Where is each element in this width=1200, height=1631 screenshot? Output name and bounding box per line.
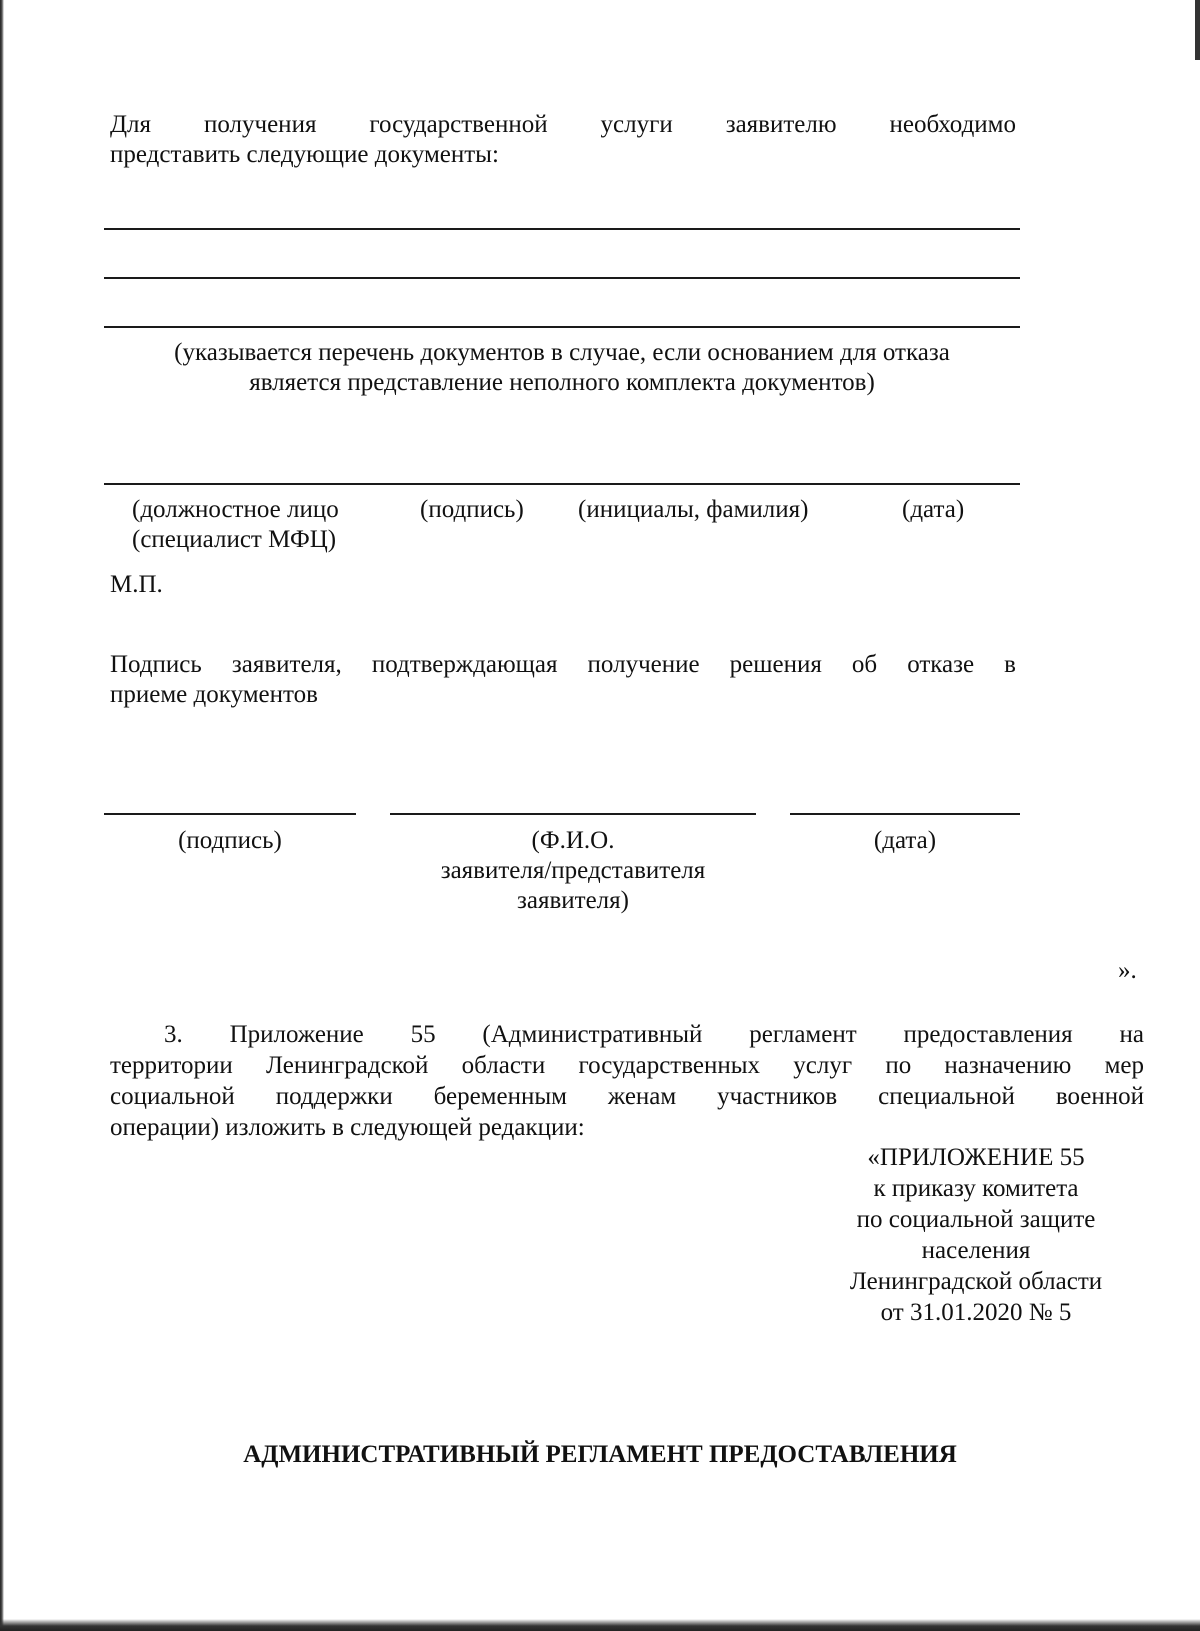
documents-blank-line-3 [104, 326, 1020, 328]
appendix-header-line-5: Ленинградской области [849, 1268, 1103, 1295]
appendix-header-line-3: по социальной защите [856, 1206, 1096, 1233]
documents-blank-line-1 [104, 228, 1020, 230]
scan-left-edge [0, 0, 4, 1631]
documents-blank-line-2 [104, 277, 1020, 279]
documents-note-line-1: (указывается перечень документов в случае, если основанием для отказа [174, 339, 950, 366]
appendix-header-line-1: «ПРИЛОЖЕНИЕ 55 [867, 1144, 1085, 1171]
applicant-signature-label: (подпись) [178, 827, 282, 854]
applicant-fio-line [390, 813, 756, 815]
official-date-label: (дата) [902, 496, 965, 523]
intro-line-1: Для получения государственной услуги заявителю необходимо [110, 111, 1016, 138]
scan-top-right-mark [1195, 0, 1200, 60]
appendix-header-line-2: к приказу комитета [873, 1175, 1079, 1202]
item3-line-4: операции) изложить в следующей редакции: [110, 1114, 585, 1141]
appendix-header-line-4: населения [921, 1237, 1031, 1264]
applicant-sign-line-2: приеме документов [110, 681, 318, 708]
official-label: (должностное лицо [132, 496, 339, 523]
applicant-fio-label-2: заявителя/представителя [440, 857, 706, 884]
item3-line-3: социальной поддержки беременным женам участников специальной военной [110, 1083, 1144, 1110]
applicant-fio-label-1: (Ф.И.О. [531, 827, 615, 854]
applicant-date-label: (дата) [873, 827, 937, 854]
document-title: АДМИНИСТРАТИВНЫЙ РЕГЛАМЕНТ ПРЕДОСТАВЛЕНИЯ [243, 1441, 957, 1468]
item3-line-2: территории Ленинградской области государственных услуг по назначению мер [110, 1052, 1144, 1079]
applicant-sign-line-1: Подпись заявителя, подтверждающая получение решения об отказе в [110, 651, 1016, 678]
official-initials-label: (инициалы, фамилия) [578, 496, 809, 523]
documents-note-line-2: является представление неполного комплекта документов) [249, 369, 875, 396]
official-label-2: (специалист МФЦ) [132, 526, 337, 553]
scan-bottom-edge [0, 1619, 1200, 1631]
applicant-signature-line [104, 813, 356, 815]
closing-quote: ». [1118, 957, 1137, 984]
applicant-fio-label-3: заявителя) [517, 887, 629, 914]
appendix-header-line-6: от 31.01.2020 № 5 [880, 1299, 1072, 1326]
stamp-label: М.П. [110, 571, 163, 598]
applicant-date-line [790, 813, 1020, 815]
item3-line-1: 3. Приложение 55 (Административный регламент предоставления на [164, 1021, 1144, 1048]
official-signature-line [104, 483, 1020, 485]
official-signature-label: (подпись) [420, 496, 524, 523]
intro-line-2: представить следующие документы: [110, 141, 499, 168]
